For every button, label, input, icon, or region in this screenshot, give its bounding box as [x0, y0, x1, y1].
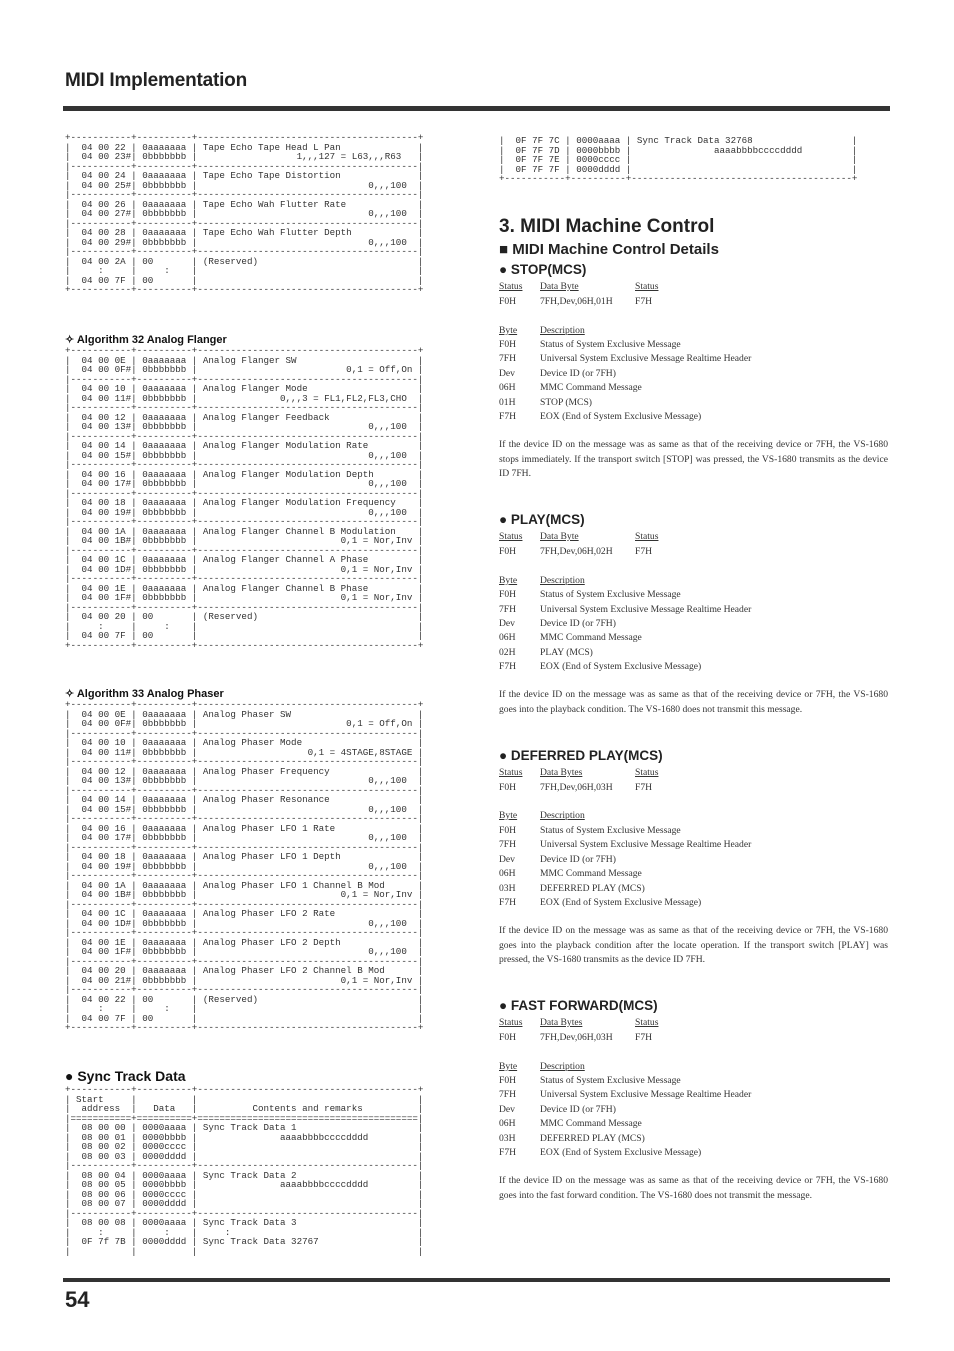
deferred-desc-header	[499, 810, 879, 822]
col-status: Status	[499, 767, 523, 778]
stop-mcs-heading: ● STOP(MCS)	[499, 262, 587, 277]
play-mcs-heading: ● PLAY(MCS)	[499, 512, 585, 527]
deferred-msg-header	[499, 767, 799, 779]
ff-desc-row	[499, 1075, 879, 1087]
play-desc-row	[499, 604, 879, 616]
sync-track-table-continued: | 0F 7F 7C | 0000aaaa | Sync Track Data 32768 | | 0F 7F 7D | 0000bbbb | aaaabbbbccccdddd | | 0F 7F 7E | 0000cccc | | | 0F 7F 7F | 0000dddd | | +-----------+----------+----------------------------------------+	[499, 135, 858, 184]
description: Status of System Exclusive Message	[540, 339, 681, 350]
byte: 06H	[499, 1118, 516, 1129]
play-desc-row	[499, 647, 879, 659]
flanger-table: +-----------+----------+----------------------------------------+ | 04 00 0E | 0aaaaaaa | Analog Flanger SW | | 04 00 0F#| 0bbbbbbb | 0,1 = Off,On | |-----------+----------+----------------------------------------| | 04 00 10 | 0aaaaaaa | Analog Flanger Mode | | 04 00 11#| 0bbbbbbb | 0,,,3 = FL1,FL2,FL3,CHO | |-----------+----------+----------------------------------------| | 04 00 12 | 0aaaaaaa | Analog Flanger Feedback | | 04 00 13#| 0bbbbbbb | 0,,,100 | |-----------+----------+----------------------------------------| | 04 00 14 | 0aaaaaaa | Analog Flanger Modulation Rate | | 04 00 15#| 0bbbbbbb | 0,,,100 | |-----------+----------+----------------------------------------| | 04 00 16 | 0aaaaaaa | Analog Flanger Modulation Depth | | 04 00 17#| 0bbbbbbb | 0,,,100 | |-----------+----------+----------------------------------------| | 04 00 18 | 0aaaaaaa | Analog Flanger Modulation Frequency | | 04 00 19#| 0bbbbbbb | 0,,,100 | |-----------+----------+----------------------------------------| | 04 00 1A | 0aaaaaaa | Analog Flanger Channel B Modulation | | 04 00 1B#| 0bbbbbbb | 0,1 = Nor,Inv | |-----------+----------+----------------------------------------| | 04 00 1C | 0aaaaaaa | Analog Flanger Channel A Phase | | 04 00 1D#| 0bbbbbbb | 0,1 = Nor,Inv | |-----------+----------+----------------------------------------| | 04 00 1E | 0aaaaaaa | Analog Flanger Channel B Phase | | 04 00 1F#| 0bbbbbbb | 0,1 = Nor,Inv | |-----------+----------+----------------------------------------| | 04 00 20 | 00 | (Reserved) | | : | : | | | 04 00 7F | 00 | | +-----------+----------+----------------------------------------+	[65, 345, 424, 651]
stop-desc-row	[499, 382, 879, 394]
col-data-bytes: Data Bytes	[540, 767, 583, 778]
sync-track-heading: ● Sync Track Data	[65, 1068, 186, 1084]
deferred-desc-row	[499, 839, 879, 851]
msg-data: 7FH,Dev,06H,01H	[540, 296, 613, 307]
subsection-title: ■ MIDI Machine Control Details	[499, 241, 719, 258]
play-desc-row	[499, 632, 879, 644]
ff-msg-row	[499, 1032, 799, 1044]
phaser-table: +-----------+----------+----------------------------------------+ | 04 00 0E | 0aaaaaaa | Analog Phaser SW | | 04 00 0F#| 0bbbbbbb | 0,1 = Off,On | |-----------+----------+----------------------------------------| | 04 00 10 | 0aaaaaaa | Analog Phaser Mode | | 04 00 11#| 0bbbbbbb | 0,1 = 4STAGE,8STAGE | |-----------+----------+----------------------------------------| | 04 00 12 | 0aaaaaaa | Analog Phaser Frequency | | 04 00 13#| 0bbbbbbb | 0,,,100 | |-----------+----------+----------------------------------------| | 04 00 14 | 0aaaaaaa | Analog Phaser Resonance | | 04 00 15#| 0bbbbbbb | 0,,,100 | |-----------+----------+----------------------------------------| | 04 00 16 | 0aaaaaaa | Analog Phaser LFO 1 Rate | | 04 00 17#| 0bbbbbbb | 0,,,100 | |-----------+----------+----------------------------------------| | 04 00 18 | 0aaaaaaa | Analog Phaser LFO 1 Depth | | 04 00 19#| 0bbbbbbb | 0,,,100 | |-----------+----------+----------------------------------------| | 04 00 1A | 0aaaaaaa | Analog Phaser LFO 1 Channel B Mod | | 04 00 1B#| 0bbbbbbb | 0,1 = Nor,Inv | |-----------+----------+----------------------------------------| | 04 00 1C | 0aaaaaaa | Analog Phaser LFO 2 Rate | | 04 00 1D#| 0bbbbbbb | 0,,,100 | |-----------+----------+----------------------------------------| | 04 00 1E | 0aaaaaaa | Analog Phaser LFO 2 Depth | | 04 00 1F#| 0bbbbbbb | 0,,,100 | |-----------+----------+----------------------------------------| | 04 00 20 | 0aaaaaaa | Analog Phaser LFO 2 Channel B Mod | | 04 00 21#| 0bbbbbbb | 0,1 = Nor,Inv | |-----------+----------+----------------------------------------| | 04 00 22 | 00 | (Reserved) | | : | : | | | 04 00 7F | 00 | | +-----------+----------+----------------------------------------+	[65, 699, 424, 1033]
description: Universal System Exclusive Message Realtime Header	[540, 604, 752, 615]
col-data-byte: Data Byte	[540, 531, 579, 542]
msg-status: F0H	[499, 546, 517, 557]
fast-forward-mcs-heading: ● FAST FORWARD(MCS)	[499, 998, 658, 1013]
description: Universal System Exclusive Message Realtime Header	[540, 1089, 752, 1100]
ff-msg-header	[499, 1017, 799, 1029]
byte: 06H	[499, 382, 516, 393]
byte: 7FH	[499, 1089, 517, 1100]
msg-data: 7FH,Dev,06H,03H	[540, 782, 613, 793]
byte: 7FH	[499, 353, 517, 364]
byte: F7H	[499, 661, 517, 672]
play-desc-row	[499, 589, 879, 601]
description: DEFERRED PLAY (MCS)	[540, 1133, 645, 1144]
byte: Dev	[499, 368, 515, 379]
stop-desc-row	[499, 353, 879, 365]
ff-desc-row	[499, 1104, 879, 1116]
stop-desc-row	[499, 368, 879, 380]
description: Universal System Exclusive Message Realtime Header	[540, 353, 752, 364]
col-byte: Byte	[499, 810, 518, 821]
sync-track-table: +-----------+----------+----------------------------------------+ | Start | | | | address | Data | Contents and remarks | |===========+==========+========================================| | 08 00 00 | 0000aaaa | Sync Track Data 1 | | 08 00 01 | 0000bbbb | aaaabbbbccccdddd | | 08 00 02 | 0000cccc | | | 08 00 03 | 0000dddd | | |-----------+----------+----------------------------------------| | 08 00 04 | 0000aaaa | Sync Track Data 2 | | 08 00 05 | 0000bbbb | aaaabbbbccccdddd | | 08 00 06 | 0000cccc | | | 08 00 07 | 0000dddd | | |-----------+----------+----------------------------------------| | 08 00 08 | 0000aaaa | Sync Track Data 3 | | : | : | : | | 0F 7f 7B | 0000dddd | Sync Track Data 32767 | | | | |	[65, 1084, 424, 1257]
ff-desc-row	[499, 1133, 879, 1145]
msg-eox: F7H	[635, 782, 653, 793]
byte: F0H	[499, 1075, 517, 1086]
play-msg-row	[499, 546, 799, 558]
stop-msg-header	[499, 281, 799, 293]
play-desc-header	[499, 575, 879, 587]
col-status-end: Status	[635, 1017, 659, 1028]
page-header-title: MIDI Implementation	[65, 70, 247, 91]
deferred-desc-row	[499, 854, 879, 866]
description: STOP (MCS)	[540, 397, 592, 408]
description: EOX (End of System Exclusive Message)	[540, 661, 702, 672]
deferred-desc-row	[499, 868, 879, 880]
description: PLAY (MCS)	[540, 647, 593, 658]
flanger-heading: ✧ Algorithm 32 Analog Flanger	[65, 334, 227, 346]
description: Device ID (or 7FH)	[540, 1104, 616, 1115]
col-description: Description	[540, 1061, 585, 1072]
byte: Dev	[499, 1104, 515, 1115]
col-status-end: Status	[635, 767, 659, 778]
col-description: Description	[540, 575, 585, 586]
byte: F0H	[499, 339, 517, 350]
msg-status: F0H	[499, 782, 517, 793]
col-data-bytes: Data Bytes	[540, 1017, 583, 1028]
description: Device ID (or 7FH)	[540, 368, 616, 379]
deferred-desc-row	[499, 825, 879, 837]
description: Device ID (or 7FH)	[540, 618, 616, 629]
deferred-play-mcs-heading: ● DEFERRED PLAY(MCS)	[499, 748, 663, 763]
description: EOX (End of System Exclusive Message)	[540, 411, 702, 422]
section-title: 3. MIDI Machine Control	[499, 216, 715, 237]
byte: 7FH	[499, 839, 517, 850]
description: MMC Command Message	[540, 868, 642, 879]
stop-desc-header	[499, 325, 879, 337]
col-byte: Byte	[499, 575, 518, 586]
col-status-end: Status	[635, 531, 659, 542]
msg-eox: F7H	[635, 296, 653, 307]
byte: F7H	[499, 897, 517, 908]
tape-echo-table: +-----------+----------+----------------------------------------+ | 04 00 22 | 0aaaaaaa | Tape Echo Tape Head L Pan | | 04 00 23#| 0bbbbbbb | 1,,,127 = L63,,,R63 | |-----------+----------+----------------------------------------| | 04 00 24 | 0aaaaaaa | Tape Echo Tape Distortion | | 04 00 25#| 0bbbbbbb | 0,,,100 | |-----------+----------+----------------------------------------| | 04 00 26 | 0aaaaaaa | Tape Echo Wah Flutter Rate | | 04 00 27#| 0bbbbbbb | 0,,,100 | |-----------+----------+----------------------------------------| | 04 00 28 | 0aaaaaaa | Tape Echo Wah Flutter Depth | | 04 00 29#| 0bbbbbbb | 0,,,100 | |-----------+----------+----------------------------------------| | 04 00 2A | 00 | (Reserved) | | : | : | | | 04 00 7F | 00 | | +-----------+----------+----------------------------------------+	[65, 132, 424, 295]
byte: 03H	[499, 1133, 516, 1144]
col-status: Status	[499, 281, 523, 292]
stop-msg-row	[499, 296, 799, 308]
msg-data: 7FH,Dev,06H,03H	[540, 1032, 613, 1043]
deferred-paragraph: If the device ID on the message was as same as that of the receiving device or 7FH, the VS-1680 goes into the playback condition after the locate operation. If the transport switch [PLAY] was pressed, the VS-1680 transmits as the device ID 7FH.	[499, 925, 888, 965]
ff-desc-row	[499, 1147, 879, 1159]
ff-desc-row	[499, 1118, 879, 1130]
stop-desc-row	[499, 397, 879, 409]
col-status-end: Status	[635, 281, 659, 292]
msg-eox: F7H	[635, 546, 653, 557]
description: Universal System Exclusive Message Realtime Header	[540, 839, 752, 850]
page-number: 54	[65, 1287, 90, 1312]
description: Status of System Exclusive Message	[540, 825, 681, 836]
description: EOX (End of System Exclusive Message)	[540, 897, 702, 908]
col-byte: Byte	[499, 325, 518, 336]
byte: F0H	[499, 825, 517, 836]
msg-status: F0H	[499, 1032, 517, 1043]
col-description: Description	[540, 325, 585, 336]
description: DEFERRED PLAY (MCS)	[540, 883, 645, 894]
byte: 02H	[499, 647, 516, 658]
description: Device ID (or 7FH)	[540, 854, 616, 865]
msg-status: F0H	[499, 296, 517, 307]
description: MMC Command Message	[540, 632, 642, 643]
byte: 03H	[499, 883, 516, 894]
description: MMC Command Message	[540, 382, 642, 393]
byte: F0H	[499, 589, 517, 600]
msg-data: 7FH,Dev,06H,02H	[540, 546, 613, 557]
byte: 7FH	[499, 604, 517, 615]
byte: F7H	[499, 1147, 517, 1158]
play-msg-header	[499, 531, 799, 543]
byte: F7H	[499, 411, 517, 422]
col-status: Status	[499, 531, 523, 542]
stop-paragraph: If the device ID on the message was as same as that of the receiving device or 7FH, the VS-1680 stops immediately. If the transport switch [STOP] was pressed, the VS-1680 transmits as the device ID 7FH.	[499, 439, 888, 479]
play-desc-row	[499, 661, 879, 673]
byte: Dev	[499, 854, 515, 865]
description: Status of System Exclusive Message	[540, 589, 681, 600]
col-byte: Byte	[499, 1061, 518, 1072]
ff-paragraph: If the device ID on the message was as same as that of the receiving device or 7FH, the VS-1680 goes into the fast forward condition. The VS-1680 does not transmit the message.	[499, 1175, 888, 1201]
deferred-msg-row	[499, 782, 799, 794]
play-paragraph: If the device ID on the message was as same as that of the receiving device or 7FH, the VS-1680 goes into the playback condition. The VS-1680 does not transmit this message.	[499, 689, 888, 715]
header-rule	[63, 106, 890, 111]
deferred-desc-row	[499, 883, 879, 895]
byte: 01H	[499, 397, 516, 408]
col-status: Status	[499, 1017, 523, 1028]
description: EOX (End of System Exclusive Message)	[540, 1147, 702, 1158]
description: MMC Command Message	[540, 1118, 642, 1129]
byte: 06H	[499, 632, 516, 643]
play-desc-row	[499, 618, 879, 630]
col-data-byte: Data Byte	[540, 281, 579, 292]
footer-rule	[63, 1278, 890, 1282]
msg-eox: F7H	[635, 1032, 653, 1043]
stop-desc-row	[499, 411, 879, 423]
phaser-heading: ✧ Algorithm 33 Analog Phaser	[65, 688, 224, 700]
stop-desc-row	[499, 339, 879, 351]
ff-desc-header	[499, 1061, 879, 1073]
description: Status of System Exclusive Message	[540, 1075, 681, 1086]
col-description: Description	[540, 810, 585, 821]
ff-desc-row	[499, 1089, 879, 1101]
byte: Dev	[499, 618, 515, 629]
byte: 06H	[499, 868, 516, 879]
deferred-desc-row	[499, 897, 879, 909]
